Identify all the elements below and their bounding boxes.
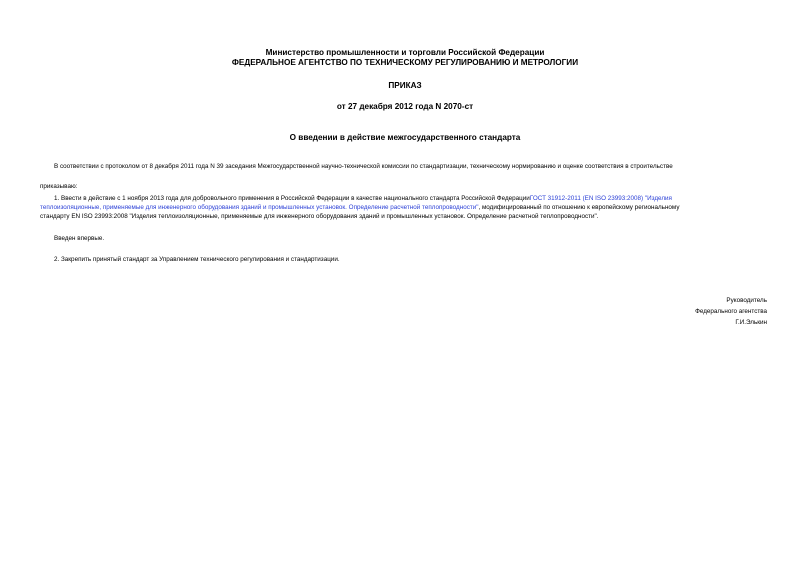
order-word: приказываю: — [40, 183, 78, 190]
document-type: ПРИКАЗ — [388, 81, 422, 90]
item-2-text: 2. Закрепить принятый стандарт за Управлением технического регулирования и стандартизации. — [54, 256, 340, 263]
preamble-text: В соответствии с протоколом от 8 декабря 2011 года N 39 заседания Межгосударственной научно-технической комиссии по стандартизации, техническому нормированию и оценке соответствия в строительстве — [54, 163, 673, 170]
item-1-line-2-rest: , модифицированный по отношению к европейскому региональному — [478, 204, 680, 211]
gost-link-part-2[interactable]: теплоизоляционные, применяемые для инженерного оборудования зданий и промышленных установок. Определение расчетной теплопроводности" — [40, 204, 479, 211]
document-subject: О введении в действие межгосударственного стандарта — [289, 133, 521, 142]
signature-position-1: Руководитель — [726, 297, 767, 304]
signature-position-2: Федерального агентства — [695, 308, 767, 315]
ministry-title: Министерство промышленности и торговли Российской Федерации — [265, 48, 545, 57]
document-date-number: от 27 декабря 2012 года N 2070-ст — [336, 102, 474, 111]
gost-link-part-1[interactable]: ГОСТ 31912-2011 (EN ISO 23993:2008) "Изделия — [529, 195, 672, 202]
item-1-line-2 — [40, 204, 679, 212]
item-1-start-text: 1. Ввести в действие с 1 ноября 2013 года для добровольного применения в Российской Федерации в качестве национального стандарта Российской Федерации — [54, 195, 530, 202]
introduced-note: Введен впервые. — [54, 235, 105, 242]
agency-title: ФЕДЕРАЛЬНОЕ АГЕНТСТВО ПО ТЕХНИЧЕСКОМУ РЕГУЛИРОВАНИЮ И МЕТРОЛОГИИ — [231, 58, 579, 67]
item-1-line-3: стандарту EN ISO 23993:2008 "Изделия теплоизоляционные, применяемые для инженерного оборудования зданий и промышленных установок. Определение расчетной теплопроводности". — [40, 213, 599, 220]
item-1-line-1 — [54, 195, 672, 203]
signature-name: Г.И.Элькин — [735, 319, 767, 326]
